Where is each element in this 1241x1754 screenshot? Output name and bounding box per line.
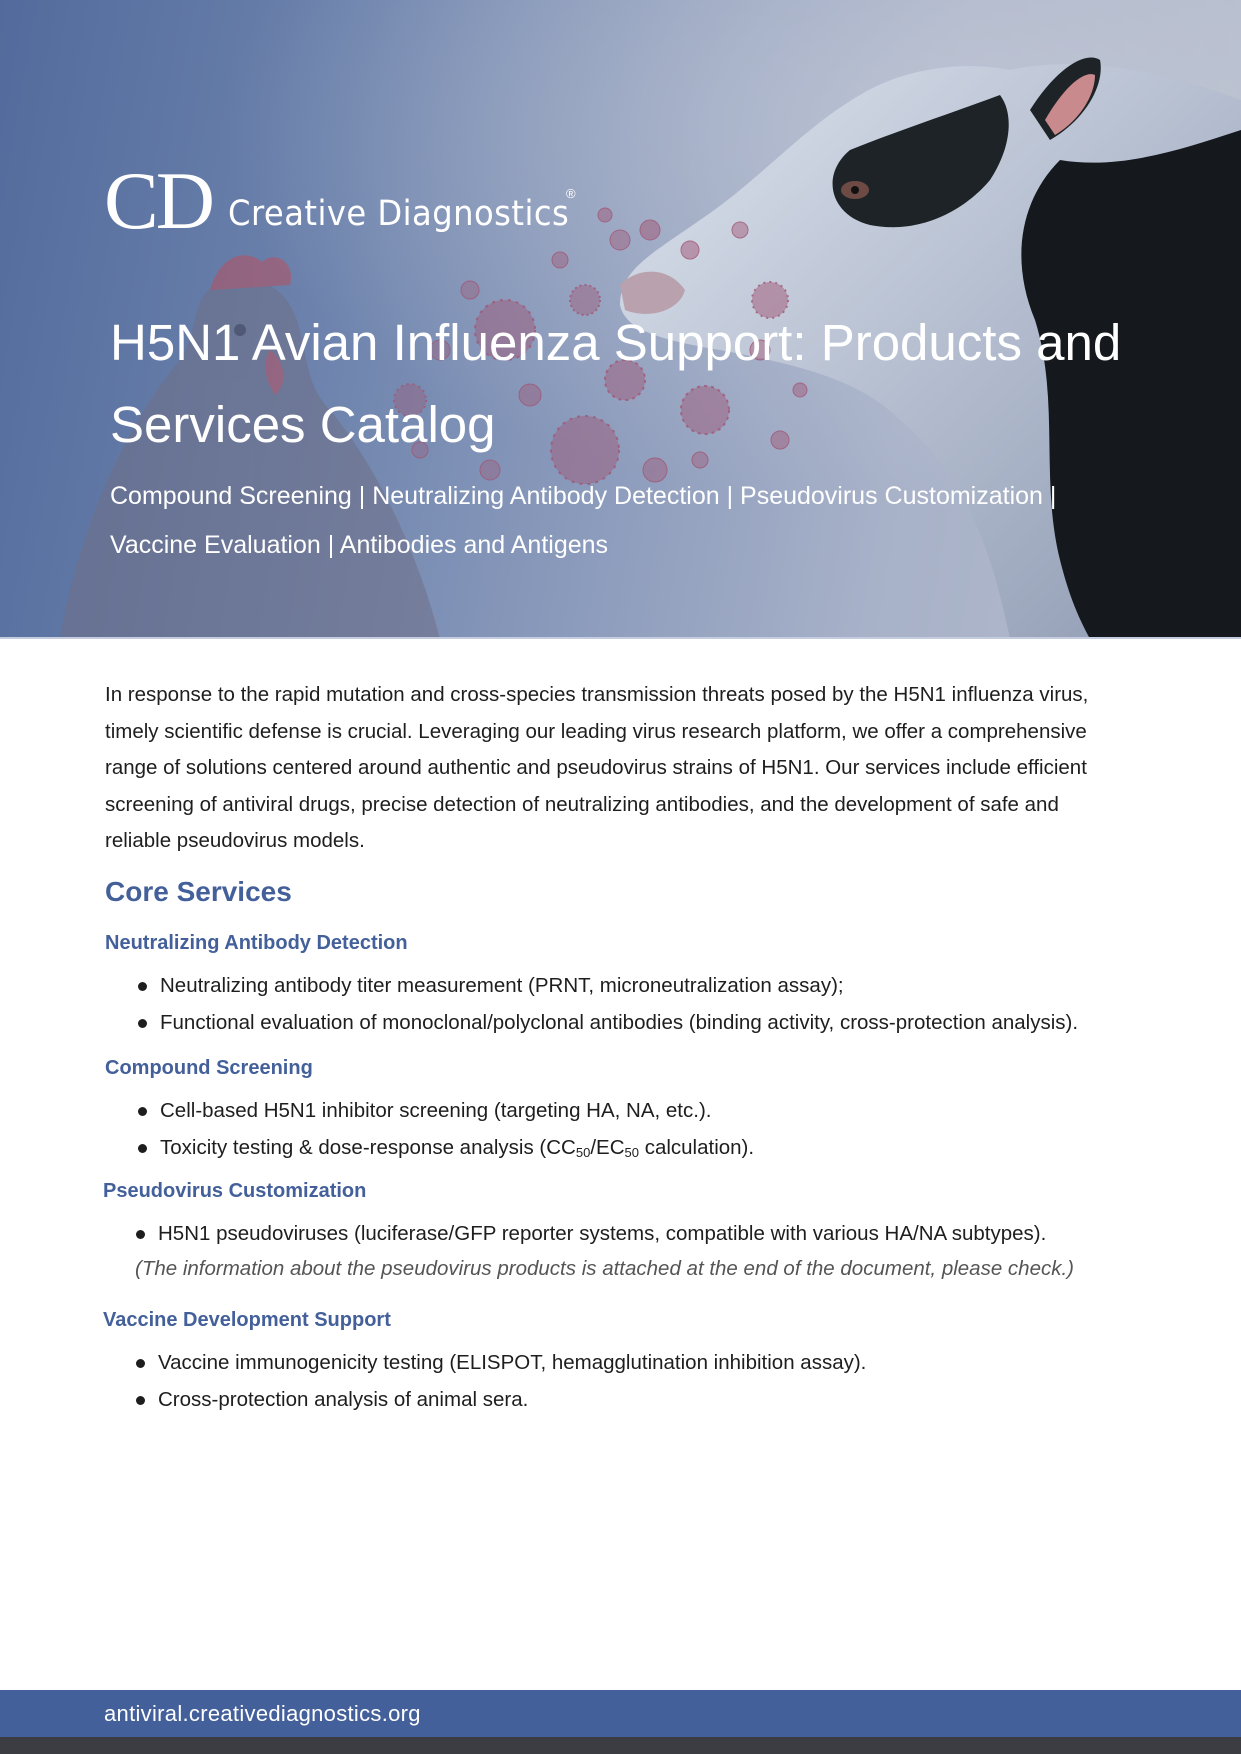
logo-name: Creative Diagnostics bbox=[228, 194, 570, 234]
text-segment: /EC bbox=[590, 1135, 625, 1159]
registered-mark: ® bbox=[566, 186, 576, 201]
hero-divider bbox=[0, 637, 1241, 639]
list-item bbox=[136, 1216, 1046, 1253]
section-heading-compound-screening: Compound Screening bbox=[105, 1057, 313, 1079]
list-item bbox=[136, 1382, 866, 1419]
text-segment: Toxicity testing & dose-response analysis (CC bbox=[160, 1135, 576, 1159]
list-item bbox=[138, 1005, 1078, 1042]
footer-bar bbox=[0, 1690, 1241, 1737]
section-heading-neutralizing-antibody: Neutralizing Antibody Detection bbox=[105, 932, 408, 954]
subscript: 50 bbox=[624, 1144, 639, 1160]
bullet-icon bbox=[138, 982, 147, 991]
bullet-icon bbox=[136, 1396, 145, 1405]
intro-paragraph: In response to the rapid mutation and cross-species transmission threats posed by the H5N1 influenza virus, timely scientific defense is crucial. Leveraging our leading virus research platform, we offer a comprehensive range of solutions centered around authentic and pseudovirus strains of H5N1. Our services include efficient screening of antiviral drugs, precise detection of neutralizing antibodies, and the development of safe and reliable pseudovirus models. bbox=[105, 683, 1089, 852]
page-subtitle: Compound Screening | Neutralizing Antibody Detection | Pseudovirus Customization | Vaccine Evaluation | Antibodies and Antigens bbox=[110, 482, 1057, 559]
list-item-text: H5N1 pseudoviruses (luciferase/GFP reporter systems, compatible with various HA/NA subtypes). bbox=[158, 1222, 1047, 1245]
vaccine-development-list bbox=[136, 1345, 866, 1418]
page-title: H5N1 Avian Influenza Support: Products and Services Catalog bbox=[110, 314, 1122, 453]
footer-website-link[interactable]: antiviral.creativediagnostics.org bbox=[104, 1701, 421, 1726]
bullet-icon bbox=[138, 1144, 147, 1153]
logo-mark: CD bbox=[104, 155, 212, 246]
compound-screening-list bbox=[138, 1093, 754, 1166]
list-item bbox=[136, 1345, 866, 1382]
text-segment: calculation). bbox=[639, 1135, 755, 1159]
section-heading-pseudovirus-customization: Pseudovirus Customization bbox=[103, 1180, 367, 1202]
list-item bbox=[138, 1130, 754, 1167]
list-item-text: Neutralizing antibody titer measurement (PRNT, microneutralization assay); bbox=[160, 974, 844, 997]
list-item-text bbox=[160, 1136, 754, 1159]
hero-banner bbox=[0, 0, 1241, 639]
bullet-icon bbox=[136, 1359, 145, 1368]
bullet-icon bbox=[136, 1230, 145, 1239]
pseudovirus-note: (The information about the pseudovirus products is attached at the end of the document, please check.) bbox=[135, 1257, 1075, 1280]
neutralizing-antibody-list bbox=[138, 968, 1078, 1041]
section-heading-vaccine-development: Vaccine Development Support bbox=[103, 1309, 391, 1331]
bullet-icon bbox=[138, 1019, 147, 1028]
list-item-text: Vaccine immunogenicity testing (ELISPOT, hemagglutination inhibition assay). bbox=[158, 1351, 867, 1374]
list-item-text: Cell-based H5N1 inhibitor screening (targeting HA, NA, etc.). bbox=[160, 1099, 712, 1122]
list-item-text: Cross-protection analysis of animal sera. bbox=[158, 1387, 529, 1411]
list-item bbox=[138, 1093, 754, 1130]
company-logo bbox=[104, 155, 604, 248]
pseudovirus-list bbox=[136, 1216, 1046, 1253]
list-item bbox=[138, 968, 1078, 1005]
footer-strip bbox=[0, 1737, 1241, 1754]
list-item-text: Functional evaluation of monoclonal/polyclonal antibodies (binding activity, cross-protection analysis). bbox=[160, 1010, 1079, 1034]
core-services-heading: Core Services bbox=[105, 876, 292, 907]
subscript: 50 bbox=[575, 1144, 591, 1160]
bullet-icon bbox=[138, 1107, 147, 1116]
